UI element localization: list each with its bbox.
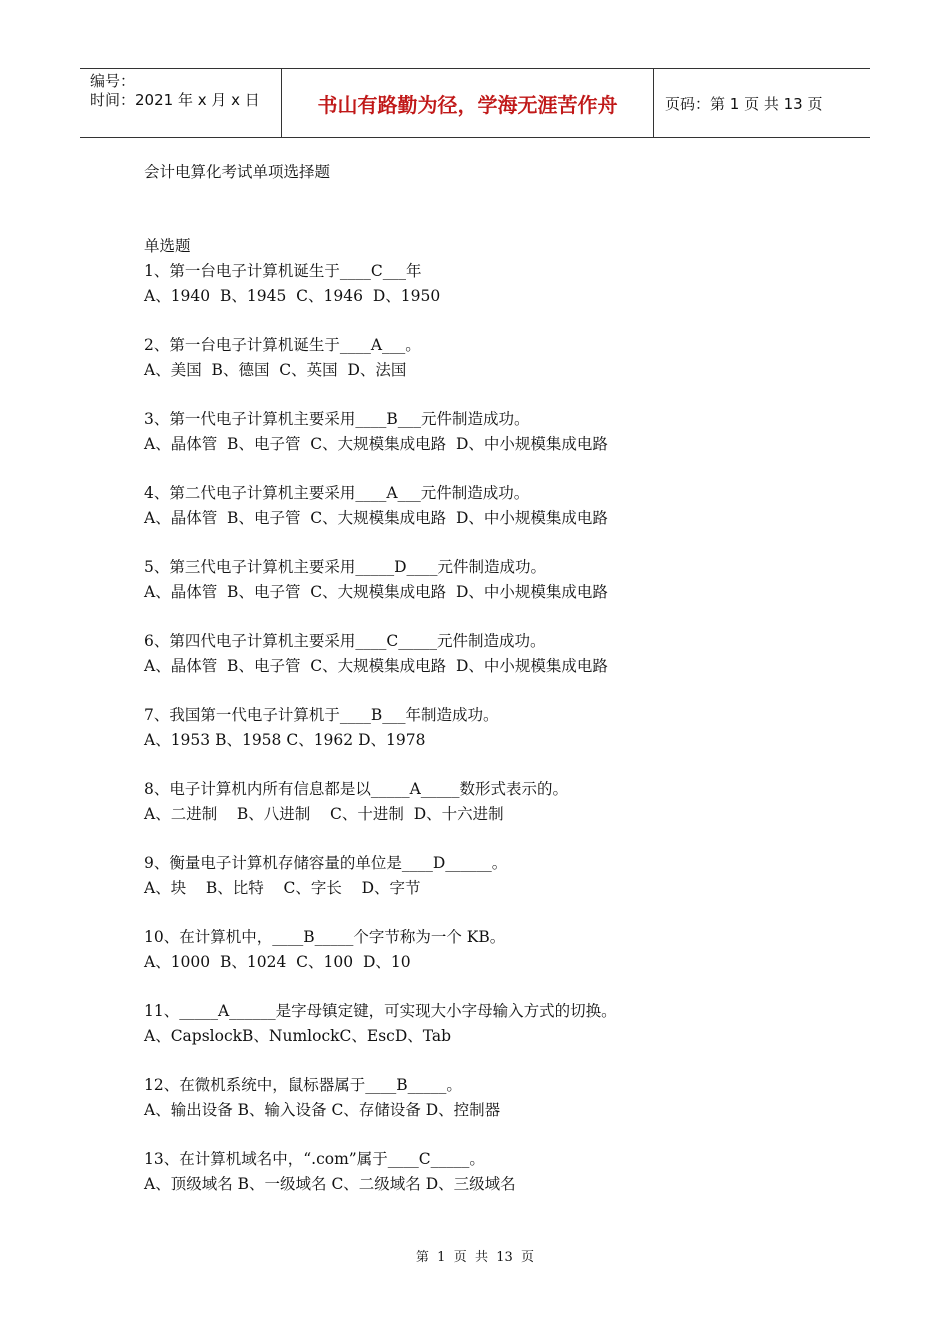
question-options: A、1000 B、1024 C、100 D、10 xyxy=(144,953,411,971)
question-text: 2、第一台电子计算机诞生于____A___。 xyxy=(144,336,421,354)
question-item xyxy=(144,629,864,679)
question-text: 8、电子计算机内所有信息都是以_____A_____数形式表示的。 xyxy=(144,780,569,798)
number-label: 编号： xyxy=(90,72,136,90)
page-info: 页码：第 1 页 共 13 页 xyxy=(665,94,823,113)
question-item xyxy=(144,1147,864,1197)
question-text: 1、第一台电子计算机诞生于____C___年 xyxy=(144,262,422,280)
question-item xyxy=(144,481,864,531)
section-label: 单选题 xyxy=(144,237,191,255)
question-item xyxy=(144,703,864,753)
question-options: A、块 B、比特 C、字长 D、字节 xyxy=(144,879,421,897)
question-options: A、CapslockB、NumlockC、EscD、Tab xyxy=(144,1027,452,1045)
question-item xyxy=(144,333,864,383)
question-item xyxy=(144,925,864,975)
question-item xyxy=(144,407,864,457)
question-options: A、晶体管 B、电子管 C、大规模集成电路 D、中小规模集成电路 xyxy=(144,509,608,527)
question-item xyxy=(144,999,864,1049)
page-footer: 第 1 页 共 13 页 xyxy=(415,1250,535,1265)
header-motto-cell xyxy=(282,69,654,137)
question-item xyxy=(144,777,864,827)
question-item xyxy=(144,555,864,605)
question-options: A、二进制 B、八进制 C、十进制 D、十六进制 xyxy=(144,805,504,823)
question-text: 13、在计算机域名中，“.com”属于____C_____。 xyxy=(144,1150,485,1168)
motto-text: 书山有路勤为径，学海无涯苦作舟 xyxy=(317,92,618,117)
document-body xyxy=(144,160,864,1221)
question-text: 6、第四代电子计算机主要采用____C_____元件制造成功。 xyxy=(144,632,546,650)
question-options: A、1940 B、1945 C、1946 D、1950 xyxy=(144,287,441,305)
question-text: 11、_____A______是字母镇定键，可实现大小字母输入方式的切换。 xyxy=(144,1002,617,1020)
question-text: 3、第一代电子计算机主要采用____B___元件制造成功。 xyxy=(144,410,530,428)
question-options: A、晶体管 B、电子管 C、大规模集成电路 D、中小规模集成电路 xyxy=(144,657,608,675)
question-options: A、美国 B、德国 C、英国 D、法国 xyxy=(144,361,407,379)
question-item xyxy=(144,851,864,901)
question-options: A、晶体管 B、电子管 C、大规模集成电路 D、中小规模集成电路 xyxy=(144,583,608,601)
question-options: A、顶级域名 B、一级域名 C、二级域名 D、三级域名 xyxy=(144,1175,516,1193)
question-options: A、输出设备 B、输入设备 C、存储设备 D、控制器 xyxy=(144,1101,501,1119)
time-label: 时间：2021 年 x 月 x 日 xyxy=(90,91,260,109)
question-text: 12、在微机系统中，鼠标器属于____B_____。 xyxy=(144,1076,462,1094)
question-text: 4、第二代电子计算机主要采用____A___元件制造成功。 xyxy=(144,484,530,502)
header-meta-cell xyxy=(80,69,282,137)
question-text: 10、在计算机中，____B_____个字节称为一个 KB。 xyxy=(144,928,506,946)
question-text: 7、我国第一代电子计算机于____B___年制造成功。 xyxy=(144,706,499,724)
header-page-cell xyxy=(654,69,870,137)
question-options: A、1953 B、1958 C、1962 D、1978 xyxy=(144,731,426,749)
question-item xyxy=(144,1073,864,1123)
question-options: A、晶体管 B、电子管 C、大规模集成电路 D、中小规模集成电路 xyxy=(144,435,608,453)
question-text: 9、衡量电子计算机存储容量的单位是____D______。 xyxy=(144,854,508,872)
document-title: 会计电算化考试单项选择题 xyxy=(144,163,331,181)
question-item xyxy=(144,259,864,309)
question-text: 5、第三代电子计算机主要采用_____D____元件制造成功。 xyxy=(144,558,547,576)
page-header xyxy=(80,68,870,138)
